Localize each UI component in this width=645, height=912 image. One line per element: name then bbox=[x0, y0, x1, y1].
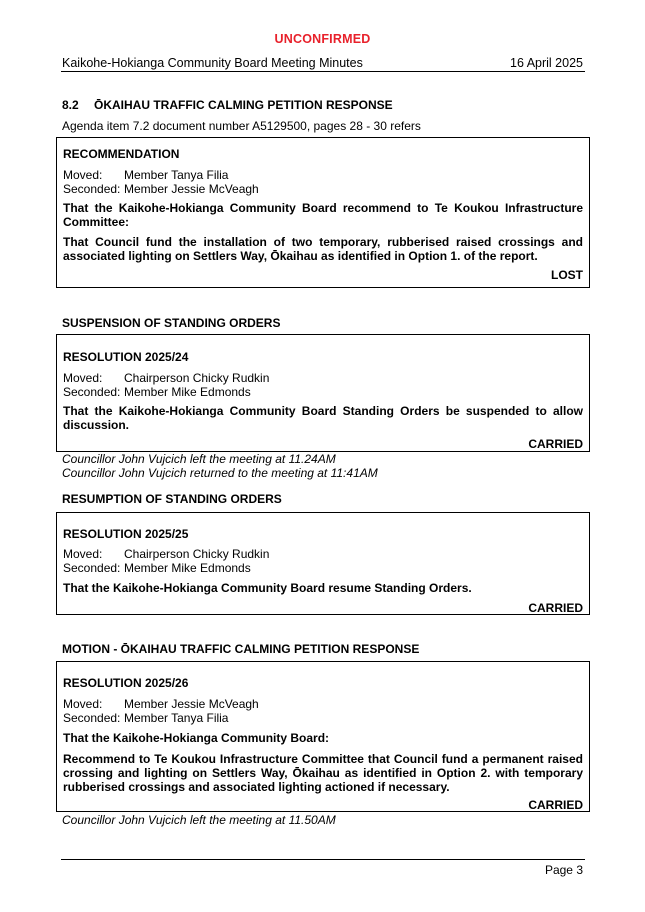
footer-divider bbox=[61, 859, 585, 860]
unconfirmed-banner: UNCONFIRMED bbox=[274, 32, 371, 46]
resolution-number: RESOLUTION 2025/24 bbox=[63, 350, 189, 364]
motion-box bbox=[56, 661, 590, 812]
moved-line bbox=[63, 371, 269, 385]
result-carried: CARRIED bbox=[528, 798, 583, 812]
result-carried: CARRIED bbox=[528, 437, 583, 451]
suspension-para: That the Kaikohe-Hokianga Community Board Standing Orders be suspended to allow discussion. bbox=[63, 404, 583, 432]
seconded-line bbox=[63, 561, 251, 575]
seconded-line bbox=[63, 385, 251, 399]
attendance-note: Councillor John Vujcich left the meeting at 11.50AM bbox=[62, 813, 336, 827]
motion-heading: MOTION - ŌKAIHAU TRAFFIC CALMING PETITION RESPONSE bbox=[62, 642, 420, 656]
recommendation-heading: RECOMMENDATION bbox=[63, 147, 180, 161]
attendance-note: Councillor John Vujcich left the meeting at 11.24AM bbox=[62, 452, 336, 466]
moved-line bbox=[63, 168, 228, 182]
resolution-number: RESOLUTION 2025/25 bbox=[63, 527, 189, 541]
motion-para-1: That the Kaikohe-Hokianga Community Board: bbox=[63, 731, 330, 745]
seconded-by: Member Jessie McVeagh bbox=[124, 182, 259, 196]
attendance-note: Councillor John Vujcich returned to the meeting at 11:41AM bbox=[62, 466, 378, 480]
seconded-label: Seconded: bbox=[63, 711, 121, 725]
suspension-heading: SUSPENSION OF STANDING ORDERS bbox=[62, 316, 281, 330]
resumption-box bbox=[56, 512, 590, 615]
header-title: Kaikohe-Hokianga Community Board Meeting Minutes bbox=[62, 56, 363, 70]
item-title: ŌKAIHAU TRAFFIC CALMING PETITION RESPONSE bbox=[94, 98, 393, 112]
moved-label: Moved: bbox=[63, 547, 103, 561]
seconded-line bbox=[63, 182, 259, 196]
resumption-heading: RESUMPTION OF STANDING ORDERS bbox=[62, 492, 282, 506]
result-lost: LOST bbox=[551, 268, 583, 282]
motion-para-2: Recommend to Te Koukou Infrastructure Committee that Council fund a permanent raised crossing and lighting on Settlers Way, Ōkaihau as identified in Option 2. with temporary rubberised crossings and associated lighting actioned if necessary. bbox=[63, 752, 583, 794]
resolution-number: RESOLUTION 2025/26 bbox=[63, 676, 189, 690]
recommendation-para-1: That the Kaikohe-Hokianga Community Board recommend to Te Koukou Infrastructure Committee: bbox=[63, 201, 583, 229]
agenda-reference: Agenda item 7.2 document number A5129500, pages 28 - 30 refers bbox=[62, 119, 421, 133]
seconded-label: Seconded: bbox=[63, 561, 121, 575]
header-divider bbox=[61, 71, 585, 72]
moved-by: Member Tanya Filia bbox=[124, 168, 229, 182]
seconded-label: Seconded: bbox=[63, 182, 121, 196]
moved-label: Moved: bbox=[63, 371, 103, 385]
moved-label: Moved: bbox=[63, 168, 103, 182]
item-number: 8.2 bbox=[62, 98, 79, 112]
moved-line bbox=[63, 547, 269, 561]
page-number: Page 3 bbox=[544, 863, 583, 877]
seconded-by: Member Tanya Filia bbox=[124, 711, 229, 725]
seconded-line bbox=[63, 711, 228, 725]
seconded-by: Member Mike Edmonds bbox=[124, 561, 251, 575]
moved-label: Moved: bbox=[63, 697, 103, 711]
moved-by: Chairperson Chicky Rudkin bbox=[124, 547, 270, 561]
moved-by: Member Jessie McVeagh bbox=[124, 697, 259, 711]
header-date: 16 April 2025 bbox=[510, 56, 583, 70]
moved-line bbox=[63, 697, 259, 711]
seconded-by: Member Mike Edmonds bbox=[124, 385, 251, 399]
resumption-para: That the Kaikohe-Hokianga Community Board resume Standing Orders. bbox=[63, 581, 472, 595]
recommendation-para-2: That Council fund the installation of two temporary, rubberised raised crossings and associated lighting on Settlers Way, Ōkaihau as identified in Option 1. of the report. bbox=[63, 235, 583, 263]
recommendation-box bbox=[56, 137, 590, 288]
suspension-box bbox=[56, 334, 590, 452]
moved-by: Chairperson Chicky Rudkin bbox=[124, 371, 270, 385]
seconded-label: Seconded: bbox=[63, 385, 121, 399]
result-carried: CARRIED bbox=[528, 601, 583, 615]
